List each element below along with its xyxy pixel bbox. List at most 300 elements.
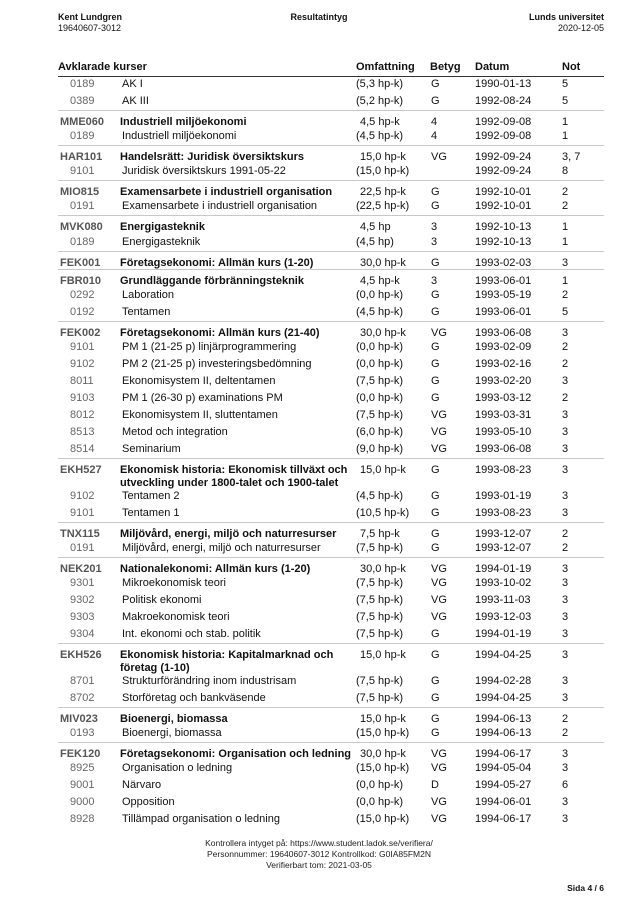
- module-row: [58, 407, 604, 424]
- note: 1: [562, 130, 569, 143]
- module-code: 8702: [70, 691, 95, 704]
- scope: (15,0 hp-k): [356, 165, 410, 178]
- course-name: Miljövård, energi, miljö och naturresurser: [120, 527, 337, 540]
- module-row: [58, 76, 604, 93]
- grade: VG: [431, 761, 447, 774]
- module-row: [58, 373, 604, 390]
- module-code: 9303: [70, 610, 95, 623]
- course-code: FEK002: [60, 326, 101, 339]
- date: 1993-06-01: [475, 274, 532, 287]
- verify-link-text: Kontrollera intyget på: https://www.student.ladok.se/verifiera/: [205, 838, 433, 848]
- note: 3: [562, 648, 569, 661]
- module-code: 8514: [70, 442, 95, 455]
- module-row: [58, 592, 604, 609]
- date: 1993-01-19: [475, 489, 532, 502]
- date: 1993-06-01: [475, 305, 532, 318]
- module-row: [58, 540, 604, 557]
- grade: VG: [431, 576, 447, 589]
- date: 1993-02-03: [475, 256, 532, 269]
- date: 1992-09-24: [475, 151, 532, 164]
- grade: G: [431, 627, 440, 640]
- date: 1992-09-08: [475, 115, 532, 128]
- module-name: Seminarium: [122, 442, 181, 455]
- date: 1993-06-08: [475, 326, 532, 339]
- module-name: Metod och integration: [122, 425, 228, 438]
- date: 1994-04-25: [475, 648, 532, 661]
- page-number: Sida 4 / 6: [567, 883, 604, 893]
- note: 3: [562, 627, 569, 640]
- note: 3, 7: [562, 151, 581, 164]
- module-row: [58, 163, 604, 180]
- course-name: Examensarbete i industriell organisation: [120, 186, 333, 199]
- note: 5: [562, 94, 569, 107]
- module-name: PM 1 (21-25 p) linjärprogrammering: [122, 341, 297, 353]
- date: 1993-02-16: [475, 357, 532, 370]
- scope: 4,5 hp-k: [360, 274, 400, 287]
- grade: G: [431, 357, 440, 370]
- module-row: [58, 777, 604, 794]
- note: 2: [562, 541, 569, 554]
- scope: (7,5 hp-k): [356, 627, 404, 640]
- grade: G: [431, 256, 440, 269]
- note: 3: [562, 489, 569, 502]
- note: 2: [562, 527, 569, 540]
- grade: VG: [431, 408, 447, 421]
- grade: VG: [431, 795, 447, 808]
- scope: 15,0 hp-k: [360, 151, 406, 164]
- note: 3: [562, 463, 569, 476]
- module-row: [58, 505, 604, 522]
- scope: (7,5 hp-k): [356, 576, 404, 589]
- date: 1993-05-10: [475, 425, 532, 438]
- document-title: Resultatintyg: [290, 12, 348, 22]
- course-code: FEK001: [60, 256, 101, 269]
- module-row: [58, 198, 604, 215]
- scope: (7,5 hp-k): [356, 541, 404, 554]
- note: 2: [562, 357, 569, 370]
- note: 3: [562, 593, 569, 606]
- grade: G: [431, 391, 440, 404]
- course-name: Grundläggande förbränningsteknik: [120, 274, 304, 287]
- module-code: 0193: [70, 726, 95, 739]
- scope: (0,0 hp-k): [356, 391, 404, 404]
- note: 2: [562, 186, 569, 199]
- course-name: Handelsrätt: Juridisk översiktskurs: [120, 151, 305, 164]
- course-code: EKH526: [60, 648, 102, 661]
- module-name: Närvaro: [122, 778, 162, 791]
- date: 1993-03-31: [475, 408, 532, 421]
- module-code: 0189: [70, 78, 95, 90]
- scope: (4,5 hp-k): [356, 305, 404, 318]
- module-name: Industriell miljöekonomi: [122, 130, 237, 143]
- course-name: Bioenergi, biomassa: [120, 712, 228, 725]
- module-code: 9102: [70, 357, 95, 370]
- module-code: 9000: [70, 795, 95, 808]
- note: 5: [562, 305, 569, 318]
- scope: (22,5 hp-k): [356, 200, 410, 213]
- module-row: [58, 609, 604, 626]
- date: 1994-02-28: [475, 674, 532, 687]
- scope: (10,5 hp-k): [356, 506, 410, 519]
- grade: G: [431, 674, 440, 687]
- note: 1: [562, 235, 569, 248]
- date: 1994-06-13: [475, 726, 532, 739]
- date: 1994-05-04: [475, 761, 532, 774]
- grade: VG: [431, 425, 447, 438]
- scope: 30,0 hp-k: [360, 562, 406, 575]
- course-row: [58, 215, 604, 234]
- grade: 3: [431, 274, 438, 287]
- module-name: Tentamen: [122, 305, 171, 318]
- course-code: MIV023: [60, 712, 98, 725]
- date: 1994-04-25: [475, 691, 532, 704]
- note: 3: [562, 576, 569, 589]
- scope: (15,0 hp-k): [356, 761, 410, 774]
- course-name: Nationalekonomi: Allmän kurs (1-20): [120, 562, 311, 575]
- note: 3: [562, 610, 569, 623]
- note: 1: [562, 221, 569, 234]
- module-code: 0292: [70, 288, 95, 301]
- personal-number: 19640607-3012: [58, 23, 122, 33]
- grade: VG: [431, 151, 447, 164]
- scope: (7,5 hp-k): [356, 593, 404, 606]
- module-row: [58, 794, 604, 811]
- module-name: Laboration: [122, 288, 174, 301]
- course-name: Energigasteknik: [120, 221, 205, 234]
- scope: 30,0 hp-k: [360, 256, 406, 269]
- date: 1993-12-03: [475, 610, 532, 623]
- course-row: [58, 522, 604, 541]
- scope: (0,0 hp-k): [356, 357, 404, 370]
- date: 1992-09-24: [475, 165, 532, 178]
- grade: VG: [431, 326, 447, 339]
- module-row: [58, 287, 604, 304]
- table-header: [58, 60, 604, 77]
- module-name: AK I: [122, 78, 143, 90]
- date: 1993-11-03: [475, 593, 531, 606]
- date: 1993-12-07: [475, 527, 532, 540]
- scope: (4,5 hp-k): [356, 130, 404, 143]
- module-name: Int. ekonomi och stab. politik: [122, 627, 261, 640]
- grade: G: [431, 374, 440, 387]
- module-code: 9101: [70, 165, 95, 178]
- note: 2: [562, 341, 569, 353]
- grade: G: [431, 506, 440, 519]
- note: 3: [562, 691, 569, 704]
- course-row: [58, 742, 604, 761]
- course-row: [58, 269, 604, 288]
- grade: G: [431, 648, 440, 661]
- scope: (7,5 hp-k): [356, 674, 404, 687]
- note: 2: [562, 391, 569, 404]
- grade: G: [431, 712, 440, 725]
- course-row: [58, 110, 604, 129]
- scope: 15,0 hp-k: [360, 712, 406, 725]
- course-code: TNX115: [60, 527, 100, 540]
- scope: 30,0 hp-k: [360, 326, 406, 339]
- course-row: [58, 321, 604, 340]
- scope: (0,0 hp-k): [356, 778, 404, 791]
- note: 3: [562, 408, 569, 421]
- module-name: Strukturförändring inom industrisam: [122, 674, 297, 687]
- grade: G: [431, 341, 440, 353]
- module-code: 8011: [70, 374, 94, 387]
- note: 3: [562, 674, 569, 687]
- module-name: Ekonomisystem II, deltentamen: [122, 374, 276, 387]
- course-code: HAR101: [60, 151, 103, 164]
- module-code: 0189: [70, 130, 95, 143]
- module-name: PM 1 (26-30 p) examinations PM: [122, 391, 283, 404]
- module-name: Storföretag och bankväsende: [122, 691, 266, 704]
- note: 3: [562, 795, 569, 808]
- grade: VG: [431, 562, 447, 575]
- module-name: Mikroekonomisk teori: [122, 576, 226, 589]
- grade: VG: [431, 442, 447, 455]
- date: 1993-08-23: [475, 506, 532, 519]
- scope: 30,0 hp-k: [360, 747, 406, 760]
- module-code: 9001: [70, 778, 95, 791]
- course-name: Industriell miljöekonomi: [120, 115, 247, 128]
- module-row: [58, 234, 604, 251]
- module-code: 8513: [70, 425, 95, 438]
- note: 2: [562, 712, 569, 725]
- note: 3: [562, 562, 569, 575]
- date: 1992-08-24: [475, 94, 532, 107]
- module-name: Opposition: [122, 795, 175, 808]
- date: 1994-01-19: [475, 627, 532, 640]
- module-row: [58, 626, 604, 643]
- note: 3: [562, 256, 569, 269]
- note: 2: [562, 726, 569, 739]
- module-code: 9101: [70, 341, 95, 353]
- note: 3: [562, 812, 569, 825]
- module-row: [58, 339, 604, 356]
- grade: G: [431, 527, 440, 540]
- date: 1992-10-13: [475, 221, 532, 234]
- module-code: 8928: [70, 812, 95, 825]
- note: 3: [562, 747, 569, 760]
- module-row: [58, 128, 604, 145]
- module-code: 8925: [70, 761, 95, 774]
- module-row: [58, 390, 604, 407]
- module-row: [58, 441, 604, 458]
- grade: G: [431, 200, 440, 213]
- module-name: Tentamen 2: [122, 489, 180, 502]
- module-code: 0189: [70, 235, 95, 248]
- note: 5: [562, 78, 569, 90]
- date: 1994-01-19: [475, 562, 532, 575]
- column-date: Datum: [475, 61, 510, 73]
- scope: (0,0 hp-k): [356, 795, 404, 808]
- scope: (7,5 hp-k): [356, 610, 404, 623]
- date: 1992-10-01: [475, 200, 532, 213]
- scope: (4,5 hp): [356, 235, 394, 248]
- module-name: Ekonomisystem II, sluttentamen: [122, 408, 278, 421]
- date: 1992-10-01: [475, 186, 532, 199]
- scope: 22,5 hp-k: [360, 186, 406, 199]
- module-name: Bioenergi, biomassa: [122, 726, 222, 739]
- date: 1994-06-01: [475, 795, 532, 808]
- module-name: Politisk ekonomi: [122, 593, 202, 606]
- date: 1993-10-02: [475, 576, 532, 589]
- module-code: 9103: [70, 391, 95, 404]
- module-name: Energigasteknik: [122, 235, 201, 248]
- course-row: [58, 251, 604, 270]
- course-name: Företagsekonomi: Organisation och ledning: [120, 747, 352, 760]
- date: 1990-01-13: [475, 78, 532, 90]
- control-code: Personnummer: 19640607-3012 Kontrollkod: G0IA85FM2N: [207, 849, 431, 859]
- note: 3: [562, 761, 569, 774]
- module-row: [58, 93, 604, 110]
- date: 1994-06-13: [475, 712, 532, 725]
- note: 2: [562, 288, 569, 301]
- course-row: [58, 458, 604, 489]
- scope: 15,0 hp-k: [360, 648, 406, 661]
- module-code: 0389: [70, 94, 95, 107]
- note: 3: [562, 506, 569, 519]
- scope: 7,5 hp-k: [360, 527, 400, 540]
- module-code: 0192: [70, 305, 95, 318]
- module-code: 8701: [70, 674, 95, 687]
- grade: 3: [431, 221, 438, 234]
- course-row: [58, 145, 604, 164]
- grade: VG: [431, 812, 447, 825]
- issue-date: 2020-12-05: [557, 23, 604, 33]
- scope: (15,0 hp-k): [356, 726, 410, 739]
- note: 3: [562, 425, 569, 438]
- module-row: [58, 673, 604, 690]
- module-code: 9301: [70, 576, 95, 589]
- module-row: [58, 356, 604, 373]
- module-code: 8012: [70, 408, 95, 421]
- course-code: MME060: [60, 115, 105, 128]
- module-code: 9102: [70, 489, 95, 502]
- module-row: [58, 575, 604, 592]
- scope: (7,5 hp-k): [356, 408, 404, 421]
- grade: 4: [431, 115, 438, 128]
- date: 1993-05-19: [475, 288, 532, 301]
- scope: (0,0 hp-k): [356, 288, 404, 301]
- grade: G: [431, 78, 440, 90]
- scope: (7,5 hp-k): [356, 691, 404, 704]
- university-name: Lunds universitet: [528, 12, 604, 22]
- date: 1994-06-17: [475, 812, 532, 825]
- module-row: [58, 690, 604, 707]
- module-row: [58, 304, 604, 321]
- note: 2: [562, 200, 569, 213]
- date: 1993-06-08: [475, 442, 532, 455]
- grade: G: [431, 726, 440, 739]
- course-name: Företagsekonomi: Allmän kurs (1-20): [120, 256, 314, 269]
- column-note: Not: [562, 61, 581, 73]
- verify-valid-until: Verifierbart tom: 2021-03-05: [266, 860, 372, 870]
- course-row: [58, 643, 604, 674]
- module-code: 9302: [70, 593, 95, 606]
- note: 1: [562, 115, 569, 128]
- course-code: MIO815: [60, 186, 100, 199]
- course-code: FBR010: [60, 274, 101, 287]
- module-name: Makroekonomisk teori: [122, 610, 230, 623]
- grade: D: [431, 778, 439, 791]
- scope: 15,0 hp-k: [360, 463, 406, 476]
- grade: G: [431, 186, 440, 199]
- module-name: AK III: [122, 94, 149, 107]
- module-name: Examensarbete i industriell organisation: [122, 200, 318, 213]
- grade: G: [431, 305, 440, 318]
- scope: (5,2 hp-k): [356, 94, 404, 107]
- course-row: [58, 557, 604, 576]
- course-row: [58, 707, 604, 726]
- footer: [0, 838, 638, 871]
- module-name: Tentamen 1: [122, 506, 180, 519]
- column-scope: Omfattning: [356, 61, 415, 73]
- grade: 3: [431, 235, 438, 248]
- module-code: 0191: [70, 200, 95, 213]
- grade: 4: [431, 130, 438, 143]
- student-name: Kent Lundgren: [58, 12, 122, 22]
- course-name: Ekonomisk historia: Ekonomisk tillväxt och utveckling under 1800-talet och 1900-talet: [120, 463, 348, 489]
- module-name: Organisation o ledning: [122, 761, 233, 774]
- note: 3: [562, 442, 569, 455]
- scope: (5,3 hp-k): [356, 78, 404, 90]
- module-code: 9101: [70, 506, 95, 519]
- grade: G: [431, 691, 440, 704]
- grade: G: [431, 489, 440, 502]
- date: 1992-10-13: [475, 235, 532, 248]
- scope: (4,5 hp-k): [356, 489, 404, 502]
- course-name: Ekonomisk historia: Kapitalmarknad och företag (1-10): [120, 648, 334, 674]
- module-row: [58, 811, 604, 828]
- university-header: [529, 12, 604, 34]
- course-code: MVK080: [60, 221, 103, 234]
- date: 1994-05-27: [475, 778, 532, 791]
- column-course: Avklarade kurser: [58, 61, 147, 73]
- note: 3: [562, 326, 569, 339]
- grade: G: [431, 94, 440, 107]
- scope: (7,5 hp-k): [356, 374, 404, 387]
- module-row: [58, 760, 604, 777]
- module-code: 9304: [70, 627, 95, 640]
- date: 1993-02-20: [475, 374, 532, 387]
- date: 1993-03-12: [475, 391, 532, 404]
- scope: 4,5 hp: [360, 221, 391, 234]
- module-name: PM 2 (21-25 p) investeringsbedömning: [122, 357, 312, 370]
- grade: VG: [431, 593, 447, 606]
- scope: 4,5 hp-k: [360, 115, 400, 128]
- grade: G: [431, 463, 440, 476]
- course-code: FEK120: [60, 747, 101, 760]
- grade: G: [431, 288, 440, 301]
- module-name: Miljövård, energi, miljö och naturresurser: [122, 541, 321, 554]
- scope: (6,0 hp-k): [356, 425, 404, 438]
- course-row: [58, 180, 604, 199]
- note: 3: [562, 374, 569, 387]
- module-row: [58, 488, 604, 505]
- module-code: 0191: [70, 541, 95, 554]
- date: 1992-09-08: [475, 130, 532, 143]
- column-grade: Betyg: [430, 61, 461, 73]
- date: 1993-08-23: [475, 463, 532, 476]
- date: 1994-06-17: [475, 747, 532, 760]
- date: 1993-12-07: [475, 541, 532, 554]
- module-row: [58, 424, 604, 441]
- course-code: EKH527: [60, 463, 102, 476]
- module-name: Tillämpad organisation o ledning: [122, 812, 280, 825]
- grade: VG: [431, 610, 447, 623]
- note: 8: [562, 165, 569, 178]
- note: 6: [562, 778, 569, 791]
- grade: G: [431, 541, 440, 554]
